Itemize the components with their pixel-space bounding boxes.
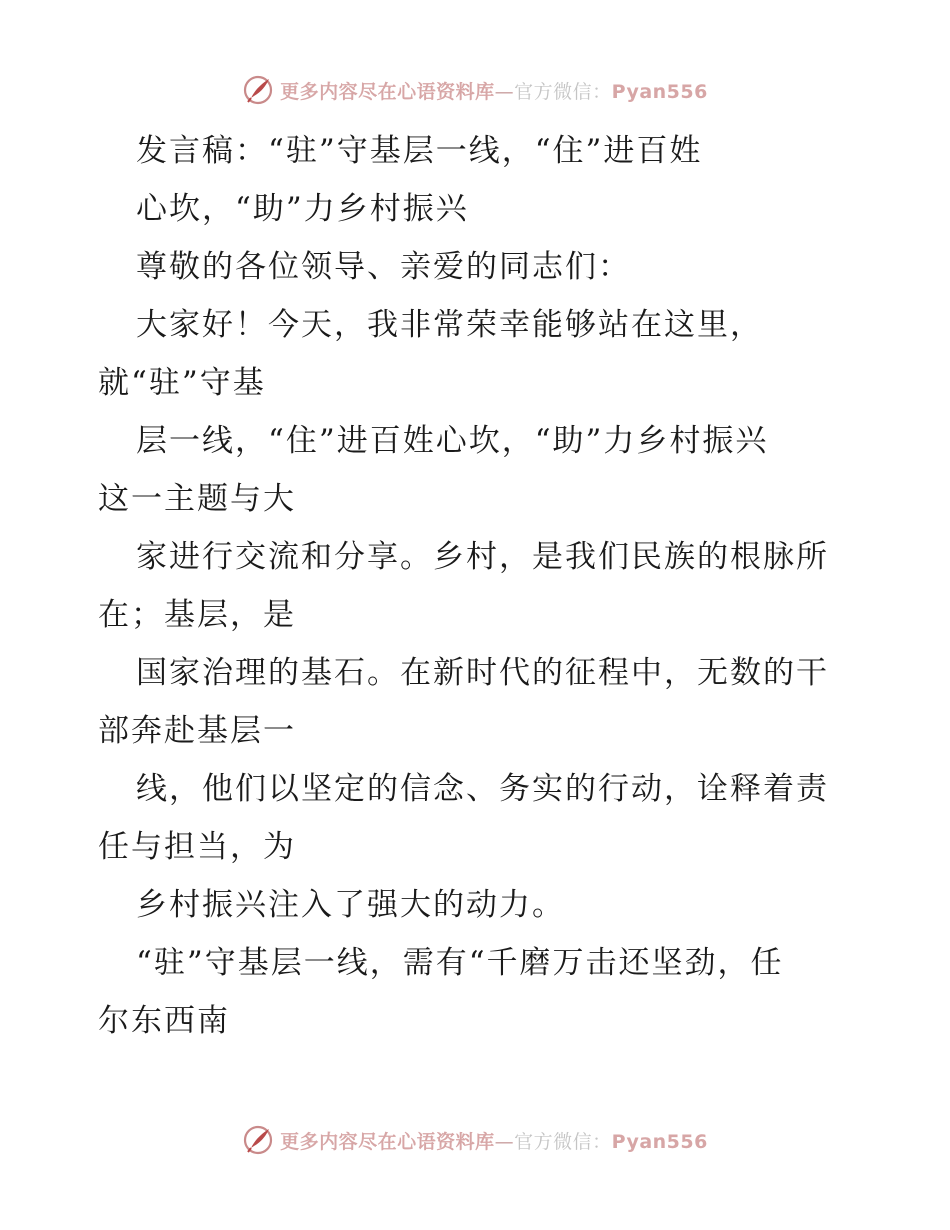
text-line: 发言稿：“驻”守基层一线，“住”进百姓 — [136, 133, 703, 169]
watermark-main-text: 更多内容尽在心语资料库 — [280, 1130, 495, 1153]
text-line: 就“驻”守基 — [98, 365, 266, 401]
watermark-wechat-label: 官方微信： — [514, 1130, 612, 1153]
text-line: 国家治理的基石。在新时代的征程中，无数的干 — [136, 655, 829, 691]
text-line: 任与担当，为 — [98, 829, 296, 865]
text-line: 心坎，“助”力乡村振兴 — [136, 191, 469, 227]
footer-watermark — [0, 1120, 950, 1160]
text-line: 尊敬的各位领导、亲爱的同志们： — [136, 249, 631, 285]
header-watermark — [0, 70, 950, 110]
feather-pen-logo-icon — [242, 74, 274, 106]
text-line: 乡村振兴注入了强大的动力。 — [136, 887, 565, 923]
text-line: 层一线，“住”进百姓心坎，“助”力乡村振兴 — [136, 423, 769, 459]
watermark-wechat-id: Pyan556 — [611, 80, 708, 103]
text-line: 部奔赴基层一 — [98, 713, 296, 749]
watermark-dash: — — [494, 1130, 515, 1153]
text-line: 在；基层，是 — [98, 597, 296, 633]
watermark-wechat-id: Pyan556 — [611, 1130, 708, 1153]
feather-pen-logo-icon — [242, 1124, 274, 1156]
text-line: 家进行交流和分享。乡村，是我们民族的根脉所 — [136, 539, 829, 575]
text-line: 尔东西南 — [98, 1003, 230, 1039]
text-line: 这一主题与大 — [98, 481, 296, 517]
watermark-main-text: 更多内容尽在心语资料库 — [280, 80, 495, 103]
watermark-dash: — — [494, 80, 515, 103]
text-line: 线，他们以坚定的信念、务实的行动，诠释着责 — [136, 771, 829, 807]
watermark-wechat-label: 官方微信： — [514, 80, 612, 103]
text-line: 大家好！今天，我非常荣幸能够站在这里， — [136, 307, 763, 343]
document-body — [0, 122, 950, 1050]
text-line: “驻”守基层一线，需有“千磨万击还坚劲，任 — [136, 945, 784, 981]
